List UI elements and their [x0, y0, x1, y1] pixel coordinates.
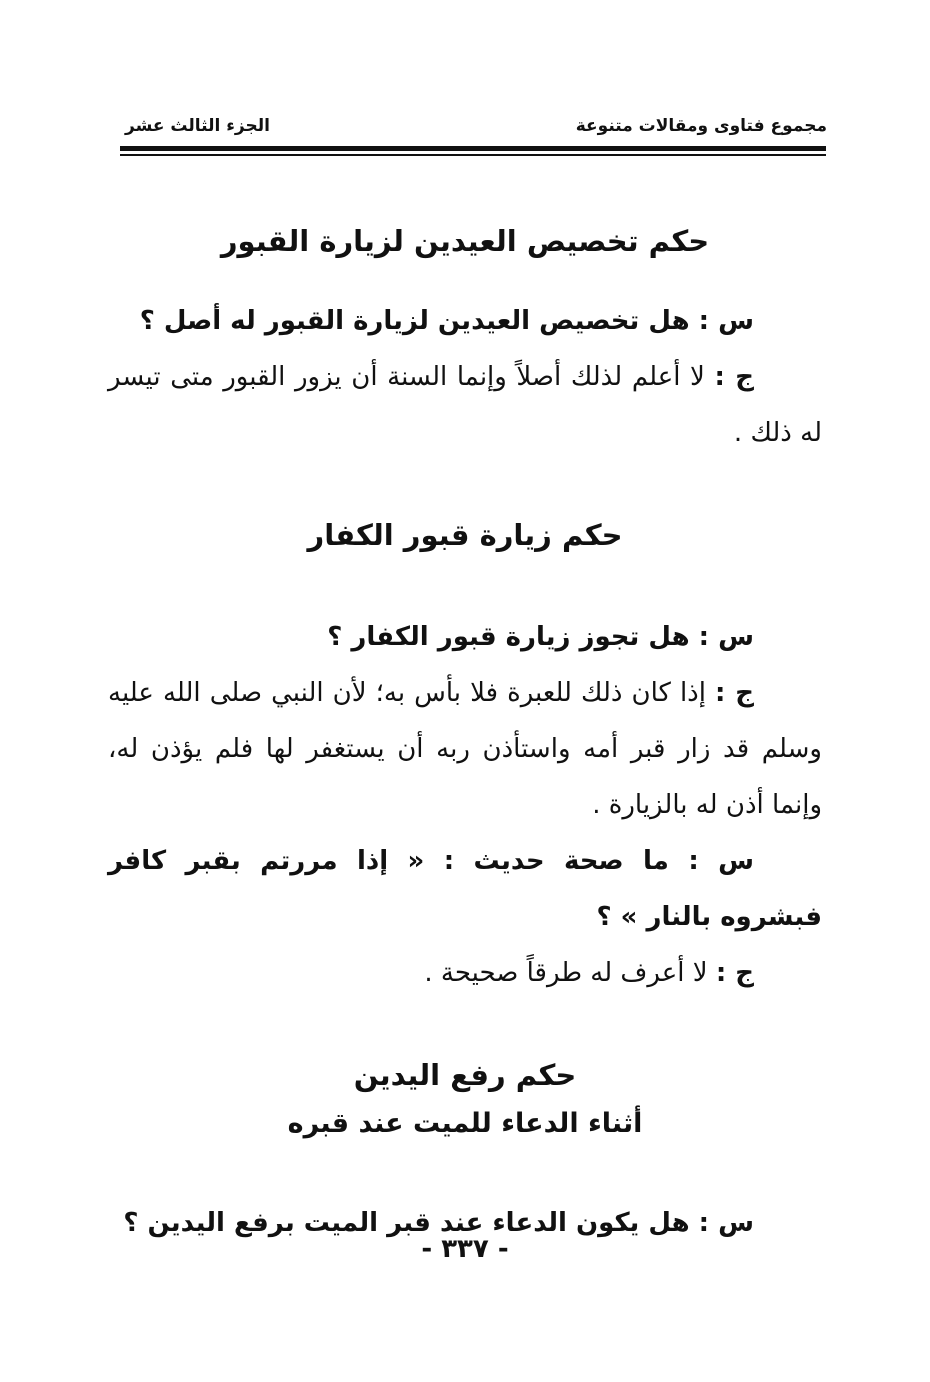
section-subheading: أثناء الدعاء للميت عند قبره [287, 1108, 643, 1139]
question-text: هل تجوز زيارة قبور الكفار ؟ [327, 622, 690, 652]
question-text: هل تخصيص العيدين لزيارة القبور له أصل ؟ [139, 306, 690, 336]
header-rule-thin [120, 154, 826, 156]
section-heading: حكم تخصيص العيدين لزيارة القبور [220, 224, 710, 258]
section-heading: حكم زيارة قبور الكفار [307, 518, 623, 552]
answer [108, 945, 822, 1001]
question-label: س : [688, 846, 755, 876]
answer [108, 349, 822, 461]
question [108, 833, 822, 945]
question-label: س : [698, 306, 754, 336]
answer-label: ج : [715, 958, 754, 988]
question-label: س : [698, 1208, 754, 1238]
answer [108, 665, 822, 833]
question-label: س : [698, 622, 754, 652]
running-header-book-title: مجموع فتاوى ومقالات متنوعة [575, 116, 827, 136]
running-header-volume: الجزء الثالث عشر [125, 116, 270, 136]
page-number: - ٣٣٧ - [421, 1234, 509, 1264]
answer-text: إذا كان ذلك للعبرة فلا بأس به؛ لأن النبي صلى الله عليه وسلم قد زار قبر أمه واستأذن ربه أن يستغفر لها فلم يؤذن له، وإنما أذن له بالزيارة . [108, 678, 822, 820]
answer-label: ج : [714, 362, 754, 392]
answer-text: لا أعلم لذلك أصلاً وإنما السنة أن يزور القبور متى تيسر له ذلك . [108, 362, 822, 448]
page-body [108, 215, 822, 1251]
answer-text: لا أعرف له طرقاً صحيحة . [424, 958, 708, 988]
answer-label: ج : [715, 678, 755, 708]
question-text: ما صحة حديث : « إذا مررتم بقبر كافر فبشروه بالنار » ؟ [108, 846, 822, 932]
question [108, 609, 822, 665]
header-rule-thick [120, 146, 826, 151]
question [108, 293, 822, 349]
question-text: هل يكون الدعاء عند قبر الميت برفع اليدين ؟ [123, 1208, 690, 1238]
section-heading: حكم رفع اليدين [353, 1058, 577, 1092]
